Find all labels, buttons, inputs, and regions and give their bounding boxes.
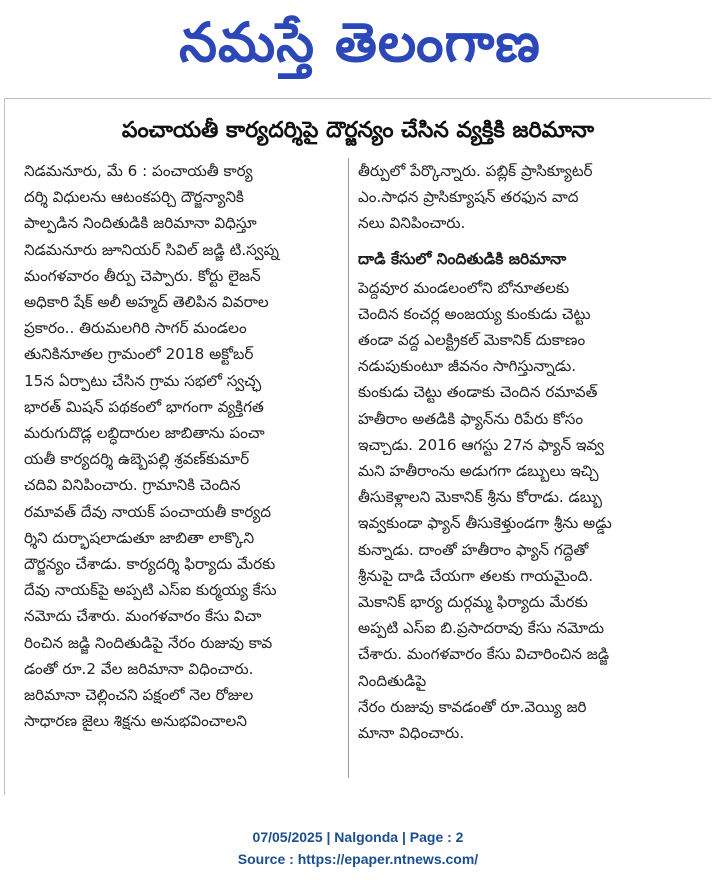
page-footer bbox=[0, 826, 716, 870]
article-text-line: ప్రకారం.. తిరుమలగిరి సాగర్ మండలం bbox=[24, 319, 247, 338]
article-text-line: శ్రీనుపై దాడి చేయగా తలకు గాయమైంది. bbox=[358, 566, 594, 585]
article-text-line: తీర్పులో పేర్కొన్నారు. పబ్లిక్ ప్రాసిక్యూటర్ bbox=[358, 162, 593, 180]
article-text-line: నిడమనూరు జూనియర్ సివిల్ జడ్జి టి.స్వప్న bbox=[24, 240, 279, 259]
article-column-right bbox=[358, 158, 694, 746]
article-text-line: మెకానిక్ భార్య దుర్గమ్మ ఫిర్యాదు మేరకు bbox=[358, 593, 588, 612]
article-text-line: చదివి వినిపించారు. గ్రామానికి చెందిన bbox=[24, 476, 241, 495]
article-headline: పంచాయతీ కార్యదర్శిపై దౌర్జన్యం చేసిన వ్యక్తికి జరిమానా bbox=[121, 118, 595, 143]
article-text-line: మానా విధించారు. bbox=[358, 724, 465, 743]
article-text-line: అప్పటి ఎస్ఐ బి.ప్రసాదరావు కేసు నమోదు bbox=[358, 619, 605, 638]
article-text-line: నిడమనూరు, మే 6 : పంచాయతీ కార్య bbox=[24, 162, 253, 180]
article-text-line: మని హతీరాంను అడుగగా డబ్బులు ఇచ్చి bbox=[358, 462, 599, 481]
article-text-line: ఇచ్చాడు. 2016 ఆగస్టు 27న ఫ్యాన్ ఇవ్వ bbox=[358, 435, 605, 454]
article-text-line: దర్శి విధులను ఆటంకపర్చి దౌర్జన్యానికి bbox=[24, 188, 244, 207]
article-text-line: మంగళవారం తీర్పు చెప్పారు. కోర్టు లైజన్ bbox=[24, 266, 261, 285]
article-text-line: చేశారు. మంగళవారం కేసు విచారించిన జడ్జి bbox=[358, 645, 610, 664]
article-text-line: పాల్పడిన నిందితుడికి జరిమానా విధిస్తూ bbox=[24, 214, 257, 233]
article-text-line: నిందితుడిపై bbox=[358, 671, 427, 690]
article-text-line: ఎం.సాధన ప్రాసిక్యూషన్ తరఫున వాద bbox=[358, 188, 579, 207]
article-text-line: తీసుకెళ్లాలని మెకానిక్ శ్రీను కోరాడు. డబ్బు bbox=[358, 488, 603, 507]
article-subheading: దాడి కేసులో నిందితుడికి జరిమానా bbox=[358, 249, 567, 268]
masthead bbox=[0, 0, 716, 86]
article-text-line: నడుపుకుంటూ జీవనం సాగిస్తున్నాడు. bbox=[358, 357, 577, 376]
article-text-line: దౌర్జన్యం చేశాడు. కార్యదర్శి ఫిర్యాదు మేరకు bbox=[24, 555, 276, 574]
article-text-line: పెద్దవూర మండలంలోని బోనూతలకు bbox=[358, 278, 570, 297]
article-text-line: ర్శిని దుర్భాషలాడుతూ జాబితా లాక్కొని bbox=[24, 528, 255, 547]
article-text-line: యతీ కార్యదర్శి ఉబ్బెపల్లి శ్రవణ్‌కుమార్ bbox=[24, 450, 250, 469]
article-text-line: మరుగుదొడ్ల లబ్ధిదారుల జాబితాను పంచా bbox=[24, 424, 265, 443]
article-text-line: కున్నాడు. దాంతో హతీరాం ఫ్యాన్ గద్దెతో bbox=[358, 540, 589, 559]
article-text-line: డంతో రూ.2 వేల జరిమానా విధించారు. bbox=[24, 659, 254, 678]
article-text-line: ఇవ్వకుండా ఫ్యాన్ తీసుకెళ్తుండగా శ్రీను అడ్డు bbox=[358, 514, 612, 533]
article-text-line: 15న ఏర్పాటు చేసిన గ్రామ సభలో స్వచ్ఛ bbox=[24, 371, 262, 390]
article-text-line: తండా వద్ద ఎలక్ట్రికల్ మెకానిక్ దుకాణం bbox=[358, 331, 586, 350]
article-text-line: అధికారి షేక్ అలీ అహ్మద్ తెలిపిన వివరాల bbox=[24, 293, 269, 312]
article-column-left bbox=[24, 158, 349, 778]
article-text-line: దేవు నాయక్‌పై అప్పటి ఎస్ఐ కుర్మయ్య కేసు bbox=[24, 581, 277, 600]
article-text-line: రమావత్ దేవు నాయక్ పంచాయతీ కార్యద bbox=[24, 502, 272, 521]
footer-source: Source : https://epaper.ntnews.com/ bbox=[237, 851, 479, 867]
article-text-line: నలు వినిపించారు. bbox=[358, 214, 466, 233]
article-text-line: జరిమానా చెల్లించని పక్షంలో నెల రోజుల bbox=[24, 686, 254, 705]
newspaper-logo: నమస్తే తెలంగాణ bbox=[179, 11, 541, 74]
article-text-line: కుంకుడు చెట్టు తండాకు చెందిన రమావత్ bbox=[358, 383, 598, 402]
article-text-line: తునికినూతల గ్రామంలో 2018 అక్టోబర్ bbox=[24, 345, 254, 364]
article-text-line: భారత్ మిషన్ పథకంలో భాగంగా వ్యక్తిగత bbox=[24, 397, 264, 416]
article-text-line: నేరం రుజువు కావడంతో రూ.వెయ్యి జరి bbox=[358, 697, 587, 716]
article-text-line: రించిన జడ్జి నిందితుడిపై నేరం రుజువు కావ bbox=[24, 633, 273, 652]
article-text-line: చెందిన కంచర్ల అంజయ్య కుంకుడు చెట్టు bbox=[358, 304, 591, 323]
footer-edition-info: 07/05/2025 | Nalgonda | Page : 2 bbox=[252, 829, 464, 845]
article-text-line: హతీరాం అతడికి ఫ్యాన్‌ను రిపేరు కోసం bbox=[358, 409, 584, 428]
article-text-line: నమోదు చేశారు. మంగళవారం కేసు విచా bbox=[24, 607, 262, 626]
article-text-line: సాధారణ జైలు శిక్షను అనుభవించాలని bbox=[24, 712, 247, 731]
